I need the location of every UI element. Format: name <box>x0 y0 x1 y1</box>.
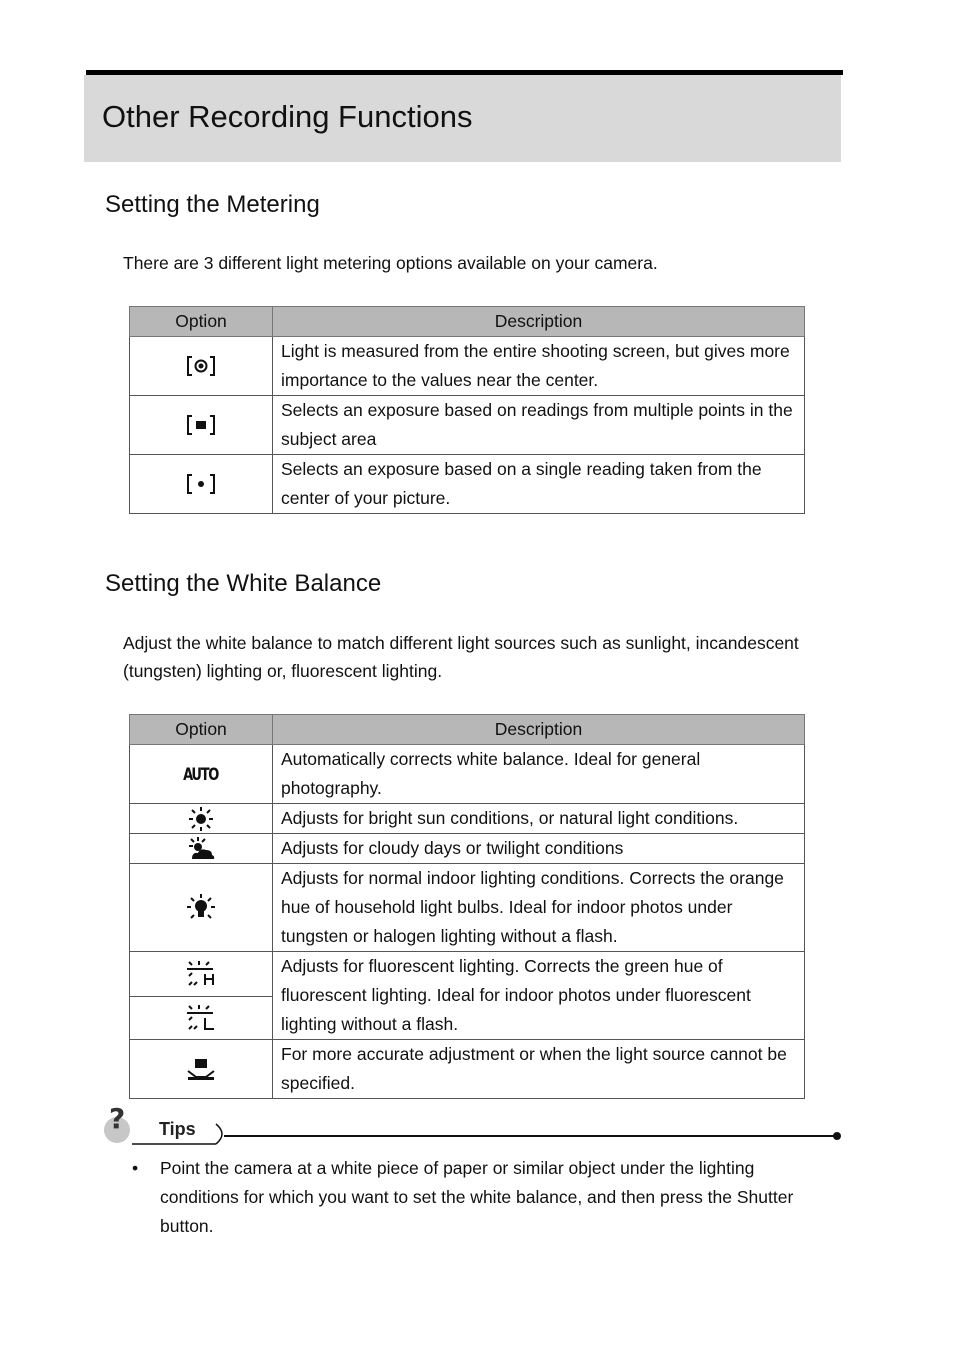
tungsten-icon <box>186 894 216 922</box>
table-row <box>130 337 805 396</box>
description-cell: Selects an exposure based on readings from multiple points in the subject area <box>273 396 805 455</box>
table-row <box>130 864 805 952</box>
option-cell <box>130 396 273 455</box>
column-header-option: Option <box>130 307 273 337</box>
manual-wb-icon <box>186 1057 216 1081</box>
option-cell <box>130 952 273 997</box>
option-cell <box>130 864 273 952</box>
table-row <box>130 396 805 455</box>
tips-question-icon <box>104 1106 844 1148</box>
page-title: Other Recording Functions <box>102 99 473 134</box>
spot-metering-icon <box>187 473 215 495</box>
metering-heading: Setting the Metering <box>105 191 320 218</box>
option-cell <box>130 1040 273 1099</box>
column-header-description: Description <box>273 307 805 337</box>
white-balance-table <box>129 714 805 1099</box>
description-cell: Adjusts for fluorescent lighting. Corrects the green hue of fluorescent lighting. Ideal for indoor photos under fluorescent lighting without a flash. <box>273 952 805 1040</box>
table-row <box>130 952 805 997</box>
description-cell: Adjusts for cloudy days or twilight conditions <box>273 834 805 864</box>
option-cell <box>130 745 273 804</box>
table-row <box>130 745 805 804</box>
description-cell: Selects an exposure based on a single reading taken from the center of your picture. <box>273 455 805 514</box>
tips-label: Tips <box>159 1119 196 1139</box>
description-cell: For more accurate adjustment or when the light source cannot be specified. <box>273 1040 805 1099</box>
cloudy-icon <box>186 837 216 861</box>
option-cell <box>130 804 273 834</box>
description-cell: Automatically corrects white balance. Ideal for general photography. <box>273 745 805 804</box>
table-header-row <box>130 715 805 745</box>
description-cell: Adjusts for normal indoor lighting conditions. Corrects the orange hue of household light bulbs. Ideal for indoor photos under tungsten or halogen lighting without a flash. <box>273 864 805 952</box>
table-row <box>130 455 805 514</box>
tips-list <box>132 1154 832 1241</box>
column-header-option: Option <box>130 715 273 745</box>
metering-table <box>129 306 805 514</box>
table-row <box>130 804 805 834</box>
column-header-description: Description <box>273 715 805 745</box>
center-weighted-metering-icon <box>187 355 215 377</box>
table-header-row <box>130 307 805 337</box>
option-cell <box>130 996 273 1040</box>
description-cell: Light is measured from the entire shooting screen, but gives more importance to the values near the center. <box>273 337 805 396</box>
fluorescent-h-icon <box>186 960 216 988</box>
option-cell <box>130 834 273 864</box>
white-balance-intro: Adjust the white balance to match different light sources such as sunlight, incandescent (tungsten) lighting or, fluorescent lighting. <box>123 633 799 681</box>
daylight-icon <box>187 807 215 831</box>
option-cell <box>130 337 273 396</box>
svg-text:?: ? <box>109 1106 126 1135</box>
metering-intro: There are 3 different light metering options available on your camera. <box>123 253 658 273</box>
option-cell <box>130 455 273 514</box>
multi-metering-icon <box>187 414 215 436</box>
white-balance-heading: Setting the White Balance <box>105 570 382 597</box>
description-cell: Adjusts for bright sun conditions, or natural light conditions. <box>273 804 805 834</box>
list-item: • Point the camera at a white piece of paper or similar object under the lighting conditions for which you want to set the white balance, and then press the Shutter button. <box>132 1154 832 1241</box>
tips-header <box>104 1106 844 1148</box>
auto-wb-icon: AUTO <box>183 764 219 785</box>
fluorescent-l-icon <box>186 1004 216 1032</box>
table-row <box>130 1040 805 1099</box>
table-row <box>130 834 805 864</box>
